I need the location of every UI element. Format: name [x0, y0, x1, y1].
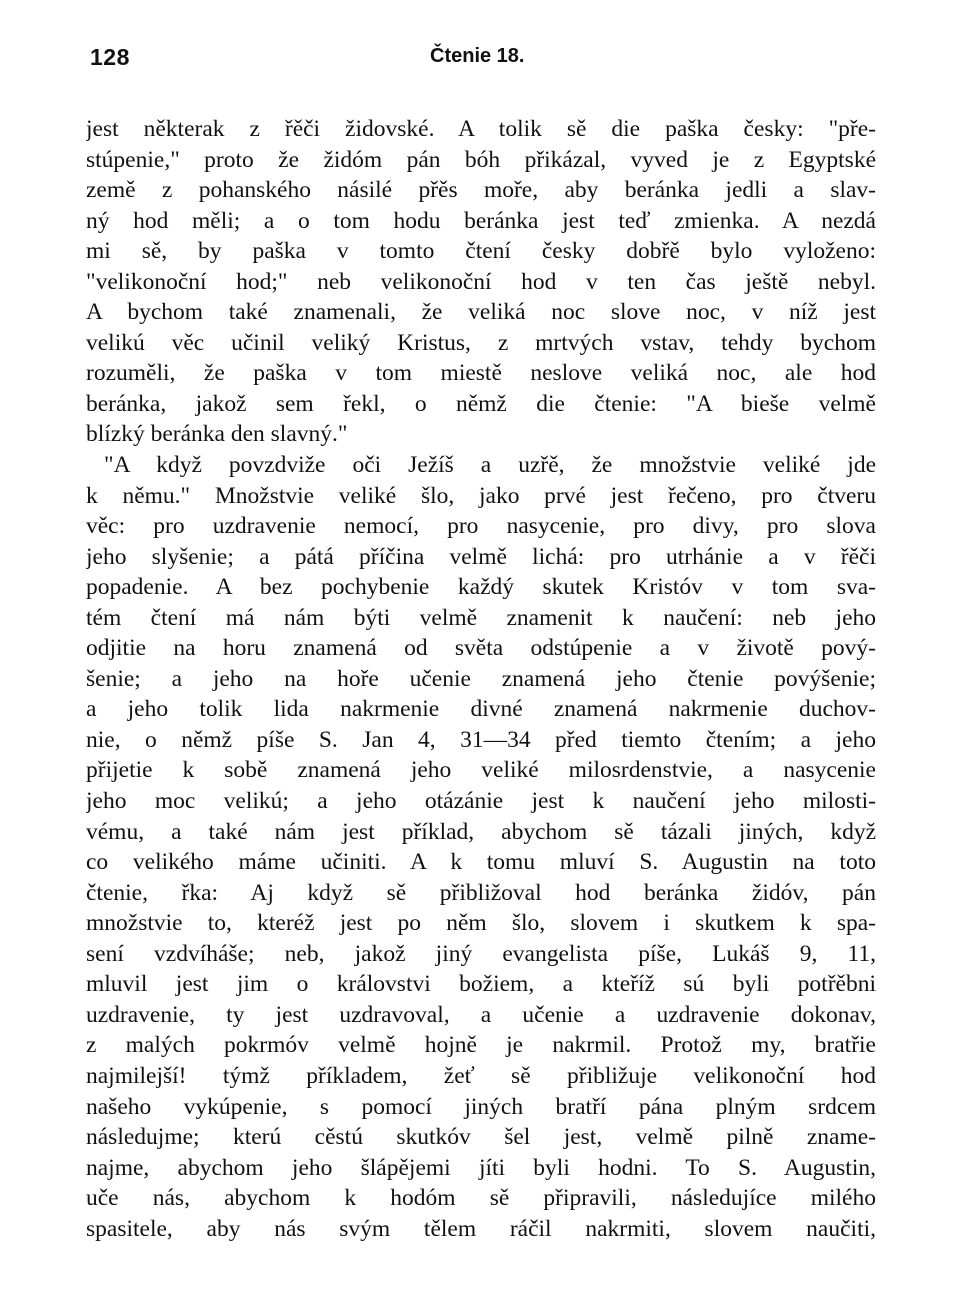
- text-line: čtenie, řka: Aj když sě přibližoval hod beránka židóv, pán: [86, 879, 876, 906]
- text-line: sení vzdvíháše; neb, jakož jiný evangelista píše, Lukáš 9, 11,: [86, 940, 876, 967]
- text-line: velikú věc učinil veliký Kristus, z mrtvých vstav, tehdy bychom: [86, 329, 876, 356]
- paragraph-start-line: "A když povzdviže oči Ježíš a uzřě, že množstvie veliké jde: [104, 452, 876, 479]
- text-line: co velikého máme učiniti. A k tomu mluví S. Augustin na toto: [86, 849, 876, 876]
- text-line: mluvil jest jim o královstvi božiem, a kteříž sú byli potřěbni: [86, 971, 876, 998]
- text-line: našeho vykúpenie, s pomocí jiných bratří pána plným srdcem: [86, 1093, 876, 1120]
- text-line: ný hod měli; a o tom hodu beránka jest teď zmienka. A nezdá: [86, 207, 876, 234]
- text-line: "velikonoční hod;" neb velikonoční hod v ten čas ještě nebyl.: [86, 268, 876, 295]
- paragraph-end-line: blízký beránka den slavný.": [86, 421, 348, 448]
- text-line: popadenie. A bez pochybenie každý skutek Kristóv v tom sva-: [86, 574, 876, 601]
- text-line: mi sě, by paška v tomto čtení česky dobřě bylo vyloženo:: [86, 238, 876, 265]
- text-line: nie, o němž píše S. Jan 4, 31—34 před tiemto čtením; a jeho: [86, 726, 876, 753]
- text-line: jeho slyšenie; a pátá příčina velmě lichá: pro utrhánie a v řěči: [86, 543, 876, 570]
- text-line: země z pohanského násilé přěs mořе, aby beránka jedli a slav-: [86, 177, 876, 204]
- text-line: tém čtení má nám býti velmě znamenit k naučení: neb jeho: [86, 604, 876, 631]
- running-head: Čtenie 18.: [430, 45, 525, 67]
- text-line: odjitie na horu znamená od světa odstúpenie a v životě pový-: [86, 635, 876, 662]
- text-line: šenie; a jeho na hoře učenie znamená jeho čtenie povýšenie;: [86, 665, 876, 692]
- text-line: z malých pokrmóv velmě hojně je nakrmil. Protož my, bratřie: [86, 1032, 876, 1059]
- text-line: následujme; kterú cěstú skutkóv šel jest, velmě pilně zname-: [86, 1124, 876, 1151]
- text-line: vému, a také nám jest příklad, abychom sě tázali jiných, když: [86, 818, 876, 845]
- page-header: [90, 44, 880, 78]
- text-line: uzdravenie, ty jest uzdravoval, a učenie a uzdravenie dokonav,: [86, 1001, 876, 1028]
- text-line: najme, abychom jeho šlápějemi jíti byli hodni. To S. Augustin,: [86, 1154, 876, 1181]
- text-line: uče nás, abychom k hodóm sě připravili, následujíce milého: [86, 1185, 876, 1212]
- text-line: A bychom také znamenali, že veliká noc slove noc, v níž jest: [86, 299, 876, 326]
- page-number: 128: [90, 44, 130, 70]
- text-line: beránka, jakož sem řekl, o němž die čtenie: "A bieše velmě: [86, 390, 876, 417]
- body-text: [86, 114, 876, 1244]
- text-line: najmilejší! týmž příkladem, žeť sě přibližuje velikonoční hod: [86, 1062, 876, 1089]
- text-line: a jeho tolik lida nakrmenie divné znamená nakrmenie duchov-: [86, 696, 876, 723]
- text-line: k němu." Množstvie veliké šlo, jako prvé jest řečeno, pro čtveru: [86, 482, 876, 509]
- text-line: rozuměli, že paška v tom miestě neslove veliká noc, ale hod: [86, 360, 876, 387]
- text-line: stúpenie," proto že židóm pán bóh přikázal, vyved je z Egyptské: [86, 146, 876, 173]
- text-line: věc: pro uzdravenie nemocí, pro nasycenie, pro divy, pro slova: [86, 513, 876, 540]
- text-line: množstvie to, kteréž jest po něm šlo, slovem i skutkem k spa-: [86, 910, 876, 937]
- text-line: spasitele, aby nás svým tělem ráčil nakrmiti, slovem naučiti,: [86, 1215, 876, 1242]
- text-line: jest některak z řěči židovské. A tolik sě die paška česky: "pře-: [86, 116, 876, 142]
- text-line: přijetie k sobě znamená jeho veliké milosrdenstvie, a nasycenie: [86, 757, 876, 784]
- text-line: jeho moc velikú; a jeho otázánie jest k naučení jeho milosti-: [86, 788, 876, 815]
